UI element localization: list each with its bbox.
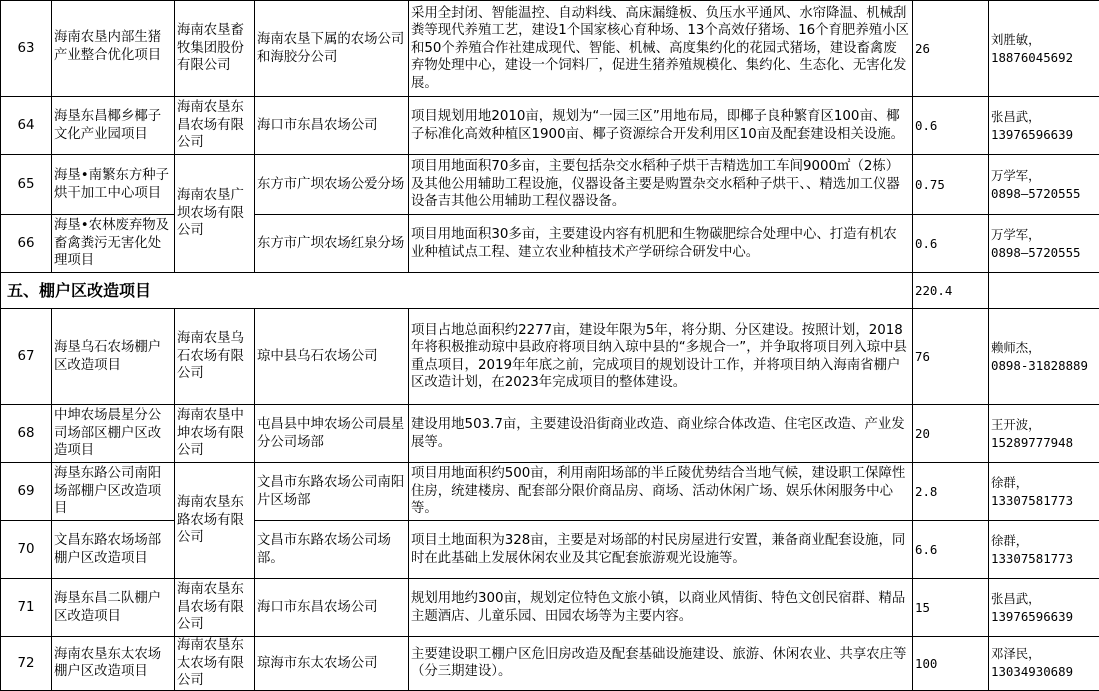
project-name: 海垦东昌椰乡椰子文化产业园项目 bbox=[52, 97, 175, 155]
project-description: 项目土地面积为328亩，主要是对场部的村民房屋进行安置，兼备商业配套设施，同时在此基础上发展休闲农业及其它配套旅游观光设施等。 bbox=[409, 521, 913, 579]
table-row bbox=[1, 521, 1099, 579]
contact-phone: 15289777948 bbox=[991, 434, 1097, 452]
investment-amount: 2.8 bbox=[913, 463, 989, 521]
row-number: 67 bbox=[1, 309, 52, 405]
row-number: 71 bbox=[1, 579, 52, 637]
project-location: 文昌市东路农场公司南阳片区场部 bbox=[255, 463, 409, 521]
contact-info bbox=[989, 463, 1099, 521]
investment-amount: 15 bbox=[913, 579, 989, 637]
contact-name: 万学军， bbox=[991, 226, 1097, 244]
contact-phone: 13976596639 bbox=[991, 608, 1097, 626]
project-name: 海垦•农林废弃物及畜禽粪污无害化处理项目 bbox=[52, 215, 175, 273]
project-location: 海南农垦下属的农场公司和海胶分公司 bbox=[255, 1, 409, 97]
row-number: 64 bbox=[1, 97, 52, 155]
owner-company: 海南农垦畜牧集团股份有限公司 bbox=[175, 1, 255, 97]
section-investment: 220.4 bbox=[913, 273, 989, 309]
contact-info bbox=[989, 637, 1099, 691]
investment-amount: 0.6 bbox=[913, 215, 989, 273]
contact-name: 徐群， bbox=[991, 532, 1097, 550]
contact-info bbox=[989, 405, 1099, 463]
contact-phone: 0898—5720555 bbox=[991, 244, 1097, 262]
contact-info bbox=[989, 155, 1099, 215]
investment-amount: 100 bbox=[913, 637, 989, 691]
contact-info bbox=[989, 579, 1099, 637]
table-row bbox=[1, 1, 1099, 97]
section-title: 五、棚户区改造项目 bbox=[1, 273, 913, 309]
project-location: 东方市广坝农场公爱分场 bbox=[255, 155, 409, 215]
project-name: 中坤农场晨星分公司场部区棚户区改造项目 bbox=[52, 405, 175, 463]
table-row bbox=[1, 579, 1099, 637]
row-number: 70 bbox=[1, 521, 52, 579]
contact-name: 张昌武， bbox=[991, 108, 1097, 126]
table-row bbox=[1, 637, 1099, 691]
row-number: 63 bbox=[1, 1, 52, 97]
owner-company: 海南农垦东昌农场有限公司 bbox=[175, 97, 255, 155]
project-location: 琼海市东太农场公司 bbox=[255, 637, 409, 691]
contact-name: 徐群， bbox=[991, 474, 1097, 492]
project-name: 海垦东昌二队棚户区改造项目 bbox=[52, 579, 175, 637]
contact-info bbox=[989, 1, 1099, 97]
project-location: 屯昌县中坤农场公司晨星分公司场部 bbox=[255, 405, 409, 463]
table-row bbox=[1, 463, 1099, 521]
contact-name: 赖师杰， bbox=[991, 339, 1097, 357]
investment-amount: 0.75 bbox=[913, 155, 989, 215]
contact-info bbox=[989, 97, 1099, 155]
owner-company: 海南农垦东昌农场有限公司 bbox=[175, 579, 255, 637]
project-description: 建设用地503.7亩，主要建设沿街商业改造、商业综合体改造、住宅区改造、产业发展等。 bbox=[409, 405, 913, 463]
contact-phone: 13307581773 bbox=[991, 550, 1097, 568]
row-number: 68 bbox=[1, 405, 52, 463]
table-row bbox=[1, 97, 1099, 155]
contact-name: 王开波， bbox=[991, 416, 1097, 434]
contact-phone: 13976596639 bbox=[991, 126, 1097, 144]
project-description: 项目规划用地2010亩，规划为“一园三区”用地布局，即椰子良种繁育区100亩、椰子标准化高效种植区1900亩、椰子资源综合开发利用区10亩及配套建设相关设施。 bbox=[409, 97, 913, 155]
project-location: 海口市东昌农场公司 bbox=[255, 579, 409, 637]
investment-amount: 76 bbox=[913, 309, 989, 405]
row-number: 66 bbox=[1, 215, 52, 273]
owner-company: 海南农垦东路农场有限公司 bbox=[175, 463, 255, 579]
project-description: 主要建设职工棚户区危旧房改造及配套基础设施建设、旅游、休闲农业、共享农庄等（分三期建设）。 bbox=[409, 637, 913, 691]
owner-company: 海南农垦东太农场有限公司 bbox=[175, 637, 255, 691]
project-location: 海口市东昌农场公司 bbox=[255, 97, 409, 155]
contact-info bbox=[989, 521, 1099, 579]
project-name: 海南农垦东太农场棚户区改造项目 bbox=[52, 637, 175, 691]
section-contact-empty bbox=[989, 273, 1099, 309]
project-description: 项目占地总面积约2277亩，建设年限为5年，将分期、分区建设。按照计划，2018年将积极推动琼中县政府将项目纳入琼中县的“多规合一”，并争取将项目列入琼中县重点项目，2019年年底之前，完成项目的规划设计工作，并将项目纳入海南省棚户区改造计划，在2023年完成项目的整体建设。 bbox=[409, 309, 913, 405]
project-location: 文昌市东路农场公司场部。 bbox=[255, 521, 409, 579]
project-name: 海垦东路公司南阳场部棚户区改造项目 bbox=[52, 463, 175, 521]
table-row bbox=[1, 309, 1099, 405]
contact-info bbox=[989, 309, 1099, 405]
contact-info bbox=[989, 215, 1099, 273]
project-description: 项目用地面积70多亩，主要包括杂交水稻种子烘干吉精选加工车间9000㎡（2栋）及其他公用辅助工程设施，仪器设备主要是购置杂交水稻种子烘干、、精选加工仪器设备吉其他公用辅助工程仪器设备。 bbox=[409, 155, 913, 215]
contact-name: 刘胜敏， bbox=[991, 31, 1097, 49]
table-row bbox=[1, 155, 1099, 215]
contact-name: 邓泽民， bbox=[991, 645, 1097, 663]
table-row bbox=[1, 215, 1099, 273]
project-description: 采用全封闭、智能温控、自动料线、高床漏缝板、负压水平通风、水帘降温、机械刮粪等现代养殖工艺，建设1个国家核心育种场、13个高效仔猪场、16个育肥养殖小区和50个养殖合作社建成现代、智能、机械、高度集约化的花园式猪场，建设畜禽废弃物处理中心，建设一个饲料厂，促进生猪养殖规模化、集约化、生态化、无害化发展。 bbox=[409, 1, 913, 97]
owner-company: 海南农垦乌石农场有限公司 bbox=[175, 309, 255, 405]
contact-phone: 18876045692 bbox=[991, 49, 1097, 67]
section-row bbox=[1, 273, 1099, 309]
project-description: 项目用地面积30多亩，主要建设内容有机肥和生物碳肥综合处理中心、打造有机农业种植试点工程、建立农业种植技术产学研综合研发中心。 bbox=[409, 215, 913, 273]
row-number: 65 bbox=[1, 155, 52, 215]
contact-phone: 13307581773 bbox=[991, 492, 1097, 510]
investment-amount: 26 bbox=[913, 1, 989, 97]
project-description: 规划用地约300亩，规划定位特色文旅小镇，以商业风情街、特色文创民宿群、精品主题酒店、儿童乐园、田园农场等为主要内容。 bbox=[409, 579, 913, 637]
owner-company: 海南农垦广坝农场有限公司 bbox=[175, 155, 255, 273]
project-name: 海南农垦内部生猪产业整合优化项目 bbox=[52, 1, 175, 97]
row-number: 72 bbox=[1, 637, 52, 691]
investment-amount: 6.6 bbox=[913, 521, 989, 579]
table-row bbox=[1, 405, 1099, 463]
project-description: 项目用地面积约500亩，利用南阳场部的半丘陵优势结合当地气候，建设职工保障性住房，统建楼房、配套部分限价商品房、商场、活动休闲广场、娱乐休闲服务中心等。 bbox=[409, 463, 913, 521]
contact-phone: 13034930689 bbox=[991, 663, 1097, 681]
contact-phone: 0898-31828889 bbox=[991, 357, 1097, 375]
contact-name: 万学军， bbox=[991, 167, 1097, 185]
project-location: 琼中县乌石农场公司 bbox=[255, 309, 409, 405]
project-location: 东方市广坝农场红泉分场 bbox=[255, 215, 409, 273]
investment-amount: 0.6 bbox=[913, 97, 989, 155]
owner-company: 海南农垦中坤农场有限公司 bbox=[175, 405, 255, 463]
project-name: 海垦乌石农场棚户区改造项目 bbox=[52, 309, 175, 405]
contact-name: 张昌武， bbox=[991, 590, 1097, 608]
contact-phone: 0898—5720555 bbox=[991, 185, 1097, 203]
project-name: 海垦•南繁东方种子烘干加工中心项目 bbox=[52, 155, 175, 215]
project-name: 文昌东路农场场部棚户区改造项目 bbox=[52, 521, 175, 579]
investment-amount: 20 bbox=[913, 405, 989, 463]
row-number: 69 bbox=[1, 463, 52, 521]
